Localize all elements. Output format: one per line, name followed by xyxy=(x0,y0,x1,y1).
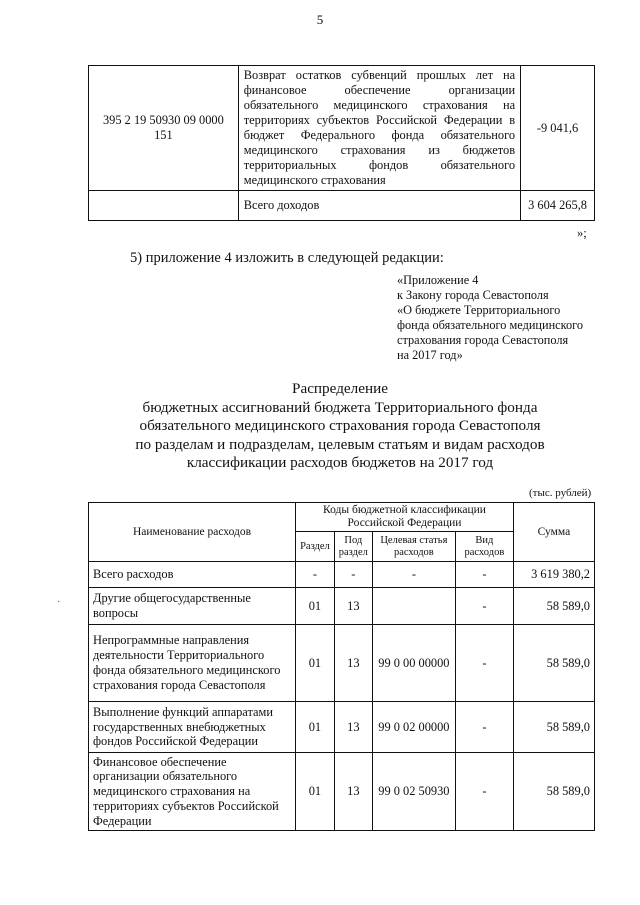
row-kind: - xyxy=(455,588,513,625)
row-sum: 58 589,0 xyxy=(513,702,594,753)
header-sum: Сумма xyxy=(513,503,594,562)
margin-mark: · xyxy=(57,597,61,608)
revenue-total-sum: 3 604 265,8 xyxy=(521,191,595,221)
revenue-sum: -9 041,6 xyxy=(521,66,595,191)
row-name: Всего расходов xyxy=(89,562,296,588)
row-section: 01 xyxy=(296,753,335,831)
row-kind: - xyxy=(455,562,513,588)
title-line: бюджетных ассигнований бюджета Территориального фонда xyxy=(142,398,538,416)
row-section: - xyxy=(296,562,335,588)
appendix-line: «Приложение 4 xyxy=(397,273,479,287)
appendix-note xyxy=(397,273,607,363)
units-label: (тыс. рублей) xyxy=(529,487,592,499)
appendix-line: к Закону города Севастополя xyxy=(397,288,549,302)
row-target: - xyxy=(372,562,455,588)
row-kind: - xyxy=(455,625,513,702)
title-line: Распределение xyxy=(292,380,388,397)
revenue-name: Возврат остатков субвенций прошлых лет на финансовое обеспечение организации обязательного медицинского страхования на территориях субъектов Российской Федерации в бюджет Федерального фонда обязательного медицинского страхования из бюджетов территориальных фондов обязательного медицинского страхования xyxy=(238,66,520,191)
table-row xyxy=(89,702,595,753)
revenue-code: 395 2 19 50930 09 0000 151 xyxy=(89,66,239,191)
revenue-table xyxy=(88,65,595,221)
row-name: Непрограммные направления деятельности Территориального фонда обязательного медицинского страхования города Севастополя xyxy=(89,625,296,702)
row-sum: 58 589,0 xyxy=(513,588,594,625)
closing-quote: »; xyxy=(577,226,587,240)
row-target xyxy=(372,588,455,625)
row-sum: 58 589,0 xyxy=(513,753,594,831)
row-kind: - xyxy=(455,702,513,753)
appendix-line: страхования города Севастополя xyxy=(397,333,569,347)
header-codes: Коды бюджетной классификации Российской Федерации xyxy=(296,503,514,532)
row-sum: 58 589,0 xyxy=(513,625,594,702)
table-row xyxy=(89,753,595,831)
row-name: Финансовое обеспечение организации обязательного медицинского страхования на территориях субъектов Российской Федерации xyxy=(89,753,296,831)
appendix-line: «О бюджете Территориального xyxy=(397,303,561,317)
row-sum: 3 619 380,2 xyxy=(513,562,594,588)
revenue-total-label: Всего доходов xyxy=(238,191,520,221)
table-row xyxy=(89,562,595,588)
row-subsection: 13 xyxy=(334,753,372,831)
document-title xyxy=(60,380,620,473)
row-name: Другие общегосударственные вопросы xyxy=(89,588,296,625)
row-target: 99 0 02 00000 xyxy=(372,702,455,753)
row-target: 99 0 00 00000 xyxy=(372,625,455,702)
page-number: 5 xyxy=(316,12,324,27)
header-kind: Вид расходов xyxy=(455,532,513,562)
title-line: классификации расходов бюджетов на 2017 год xyxy=(186,454,494,471)
row-target: 99 0 02 50930 xyxy=(372,753,455,831)
row-section: 01 xyxy=(296,625,335,702)
row-kind: - xyxy=(455,753,513,831)
header-subsection: Под раздел xyxy=(334,532,372,562)
row-name: Выполнение функций аппаратами государственных внебюджетных фондов Российской Федерации xyxy=(89,702,296,753)
title-line: по разделам и подразделам, целевым статьям и видам расходов xyxy=(135,435,545,453)
row-subsection: 13 xyxy=(334,702,372,753)
row-subsection: - xyxy=(334,562,372,588)
row-section: 01 xyxy=(296,588,335,625)
table-row xyxy=(89,625,595,702)
table-row xyxy=(89,588,595,625)
expenses-table xyxy=(88,502,595,831)
row-subsection: 13 xyxy=(334,588,372,625)
table-row xyxy=(89,66,595,191)
table-row xyxy=(89,191,595,221)
revenue-code xyxy=(89,191,239,221)
appendix-line: на 2017 год» xyxy=(397,348,463,362)
header-section: Раздел xyxy=(296,532,335,562)
instruction-text: 5) приложение 4 изложить в следующей редакции: xyxy=(130,250,444,266)
appendix-line: фонда обязательного медицинского xyxy=(397,318,584,332)
header-name: Наименование расходов xyxy=(89,503,296,562)
title-line: обязательного медицинского страхования города Севастополя xyxy=(139,417,541,434)
header-target: Целевая статья расходов xyxy=(372,532,455,562)
row-section: 01 xyxy=(296,702,335,753)
header-row xyxy=(89,503,595,532)
row-subsection: 13 xyxy=(334,625,372,702)
